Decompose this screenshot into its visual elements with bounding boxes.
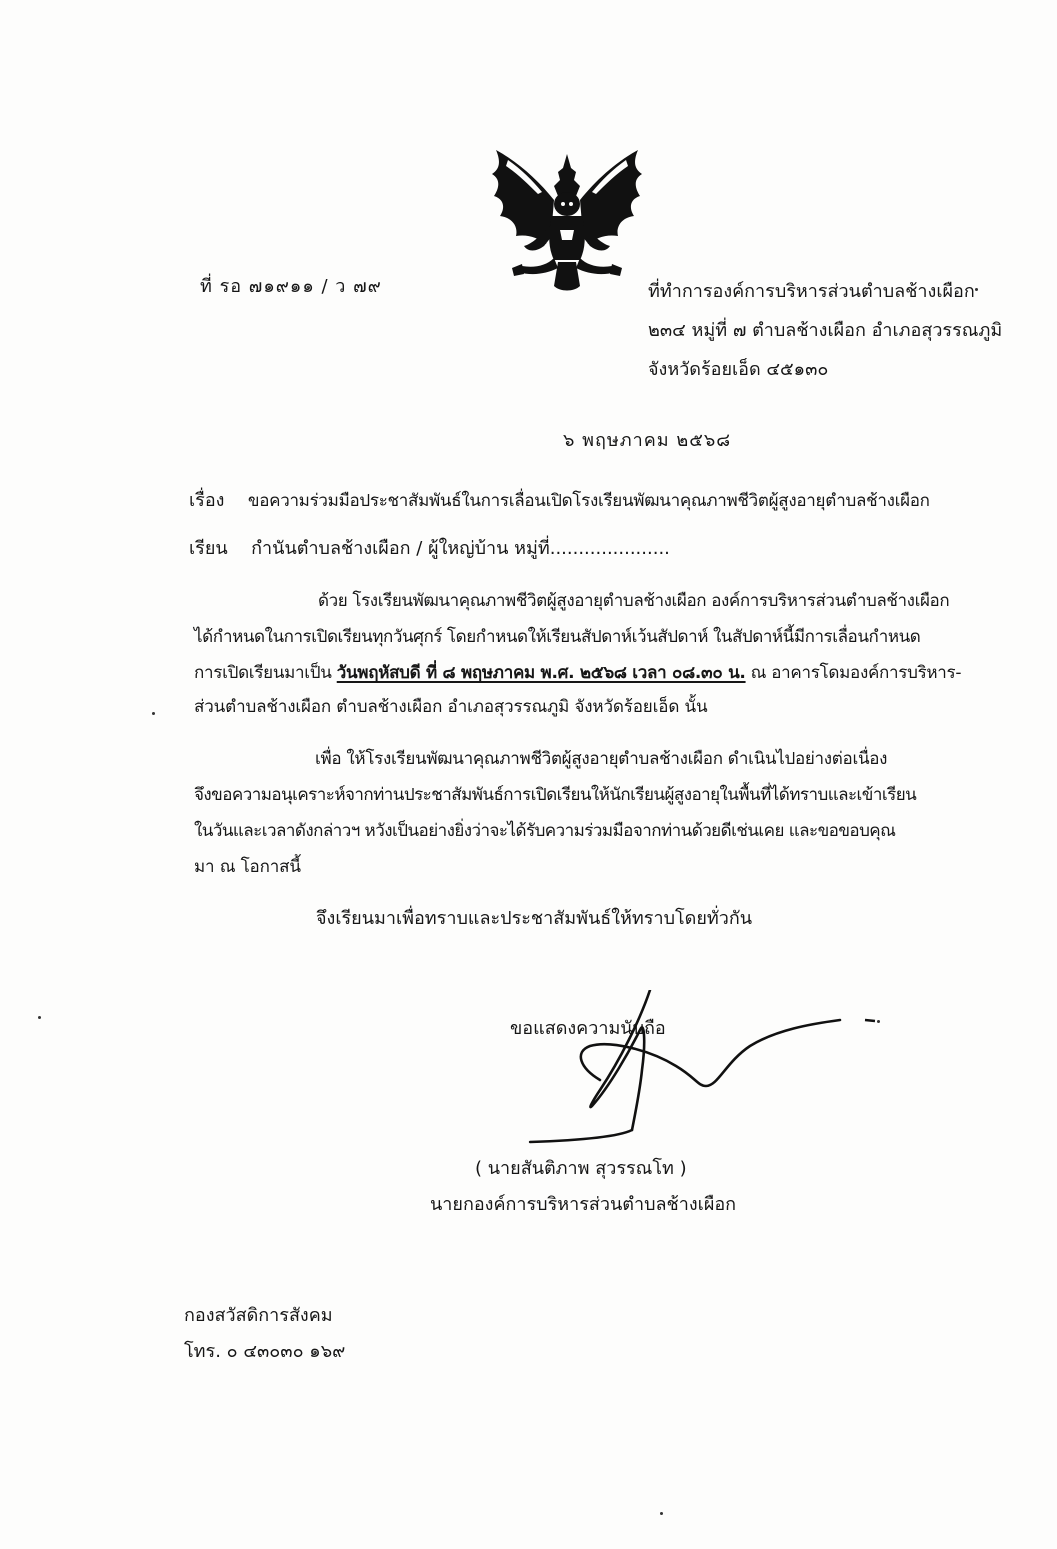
paragraph-2-line-2: จึงขอความอนุเคราะห์จากท่านประชาสัมพันธ์การเปิดเรียนให้นักเรียนผู้สูงอายุในพื้นที่ได้ทราบและเข้าเรียน	[194, 785, 917, 805]
office-address-line-3: จังหวัดร้อยเอ็ด ๔๕๑๓๐	[648, 359, 829, 380]
paragraph-1-line-1: ด้วย โรงเรียนพัฒนาคุณภาพชีวิตผู้สูงอายุตำบลช้างเผือก องค์การบริหารส่วนตำบลช้างเผือก	[318, 591, 950, 611]
complimentary-closing: ขอแสดงความนับถือ	[510, 1018, 666, 1039]
scan-speck	[975, 288, 978, 291]
scan-speck	[152, 712, 155, 715]
scan-speck	[38, 1016, 41, 1019]
closing-statement: จึงเรียนมาเพื่อทราบและประชาสัมพันธ์ให้ทราบโดยทั่วกัน	[316, 908, 753, 929]
reference-number: ที่ รอ ๗๑๙๑๑ / ว ๗๙	[200, 276, 382, 297]
footer-phone: โทร. ๐ ๔๓๐๓๐ ๑๖๙	[184, 1341, 346, 1362]
recipient-row	[189, 536, 670, 562]
letter-date: ๖ พฤษภาคม ๒๕๖๘	[563, 430, 732, 451]
recipient-label: เรียน	[189, 538, 228, 559]
subject-row	[189, 488, 930, 514]
subject-text: ขอความร่วมมือประชาสัมพันธ์ในการเลื่อนเปิดโรงเรียนพัฒนาคุณภาพชีวิตผู้สูงอายุตำบลช้างเผือก	[247, 491, 930, 511]
footer-division: กองสวัสดิการสังคม	[184, 1305, 333, 1326]
paragraph-1-line-3	[194, 660, 961, 686]
paragraph-1-line-3-prefix: การเปิดเรียนมาเป็น	[194, 663, 332, 683]
meeting-datetime-highlight: วันพฤหัสบดี ที่ ๘ พฤษภาคม พ.ศ. ๒๕๖๘ เวลา ๐๘.๓๐ น.	[336, 663, 746, 683]
handwritten-signature	[500, 990, 880, 1155]
office-address-line-1: ที่ทำการองค์การบริหารส่วนตำบลช้างเผือก	[648, 281, 975, 302]
office-address-line-2: ๒๓๔ หมู่ที่ ๗ ตำบลช้างเผือก อำเภอสุวรรณภูมิ	[648, 320, 1003, 341]
scan-speck	[877, 1020, 880, 1023]
subject-label: เรื่อง	[189, 490, 225, 511]
signer-position: นายกองค์การบริหารส่วนตำบลช้างเผือก	[430, 1194, 737, 1215]
paragraph-1-line-3-suffix: ณ อาคารโดมองค์การบริหาร-	[750, 663, 962, 683]
paragraph-1-line-4: ส่วนตำบลช้างเผือก ตำบลช้างเผือก อำเภอสุวรรณภูมิ จังหวัดร้อยเอ็ด นั้น	[194, 697, 708, 717]
scan-speck	[660, 1512, 663, 1515]
paragraph-2-line-3: ในวันและเวลาดังกล่าวฯ หวังเป็นอย่างยิ่งว่าจะได้รับความร่วมมือจากท่านด้วยดีเช่นเคย และขอขอบคุณ	[194, 821, 896, 841]
paragraph-2-line-1: เพื่อ ให้โรงเรียนพัฒนาคุณภาพชีวิตผู้สูงอายุตำบลช้างเผือก ดำเนินไปอย่างต่อเนื่อง	[315, 749, 888, 769]
garuda-emblem-icon	[488, 140, 646, 300]
signer-name: ( นายสันติภาพ สุวรรณโท )	[475, 1158, 687, 1179]
paragraph-1-line-2: ได้กำหนดในการเปิดเรียนทุกวันศุกร์ โดยกำหนดให้เรียนสัปดาห์เว้นสัปดาห์ ในสัปดาห์นี้มีการเลื่อนกำหนด	[194, 627, 921, 647]
recipient-text: กำนันตำบลช้างเผือก / ผู้ใหญ่บ้าน หมู่ที่.....................	[251, 538, 670, 559]
paragraph-2-line-4: มา ณ โอกาสนี้	[194, 857, 301, 877]
